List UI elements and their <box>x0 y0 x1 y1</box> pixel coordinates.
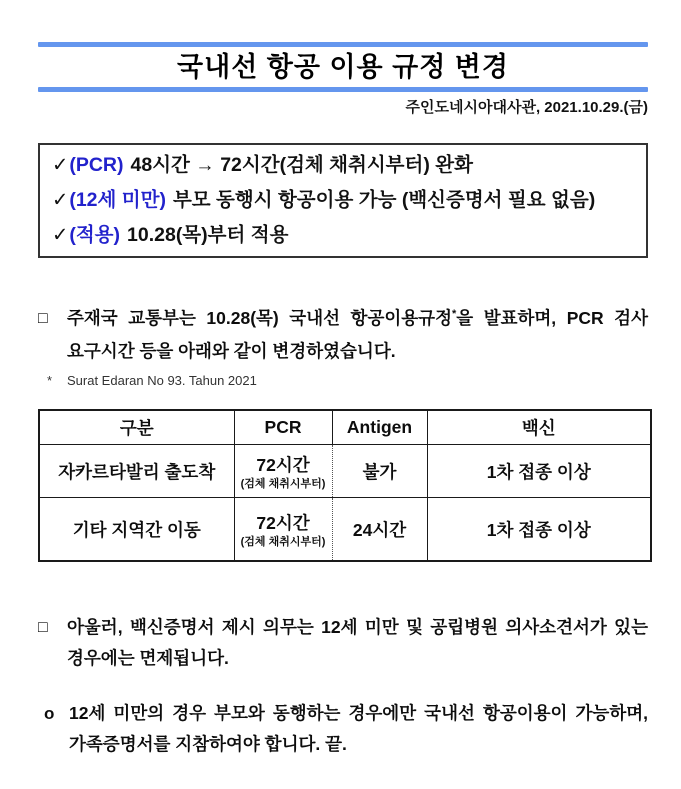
pcr-note: (검체 채취시부터) <box>240 477 326 490</box>
column-header-category: 구분 <box>39 410 234 445</box>
pcr-note: (검체 채취시부터) <box>240 535 326 548</box>
cell-category: 자카르타발리 출도착 <box>39 445 234 498</box>
cell-antigen: 불가 <box>332 445 427 498</box>
footnote-reference: * <box>451 308 457 321</box>
byline: 주인도네시아대사관, 2021.10.29.(금) <box>405 99 648 116</box>
summary-item-pcr <box>52 148 634 183</box>
cell-vaccine: 1차 접종 이상 <box>427 498 651 562</box>
summary-text: 48시간 → 72시간(검체 채취시부터) 완화 <box>130 154 473 176</box>
check-icon: ✓ <box>52 154 69 176</box>
footnote <box>47 373 648 389</box>
pcr-hours: 72시간 <box>256 454 310 475</box>
paragraph-exemption <box>38 612 648 674</box>
footnote-text: Surat Edaran No 93. Tahun 2021 <box>67 373 257 388</box>
summary-keyword: (적용) <box>69 224 121 246</box>
column-header-pcr: PCR <box>234 410 332 445</box>
cell-pcr <box>234 498 332 562</box>
paragraph-under-12-rule <box>38 698 648 760</box>
summary-item-under-12 <box>52 183 634 218</box>
paragraph-segment: 주재국 교통부는 10.28(목) 국내선 항공이용규정 <box>67 308 452 328</box>
title-divider-bar <box>38 87 648 92</box>
summary-box <box>38 143 648 258</box>
cell-category: 기타 지역간 이동 <box>39 498 234 562</box>
summary-keyword: (PCR) <box>69 154 124 176</box>
paragraph-text: 아울러, 백신증명서 제시 의무는 12세 미만 및 공립병원 의사소견서가 있는 경우에는 면제됩니다. <box>67 617 648 668</box>
summary-keyword: (12세 미만) <box>69 189 166 211</box>
check-icon: ✓ <box>52 224 69 246</box>
page-title: 국내선 항공 이용 규정 변경 <box>177 52 509 82</box>
pcr-hours: 72시간 <box>256 512 310 533</box>
summary-text: 10.28(목)부터 적용 <box>127 224 289 246</box>
cell-pcr <box>234 445 332 498</box>
square-bullet-icon: □ <box>38 310 48 327</box>
check-icon: ✓ <box>52 189 69 211</box>
circle-bullet-icon: o <box>44 704 55 723</box>
paragraph-segment: 을 발표하며, PCR 검사 요구시간 등을 아래와 같이 변경하였습니다. <box>67 308 648 361</box>
cell-antigen: 24시간 <box>332 498 427 562</box>
square-bullet-icon: □ <box>38 619 48 636</box>
column-header-vaccine: 백신 <box>427 410 651 445</box>
paragraph-announcement <box>38 302 648 368</box>
table-header-row <box>39 410 651 445</box>
regulation-table <box>38 409 652 562</box>
table-row <box>39 445 651 498</box>
summary-item-apply-date <box>52 218 634 253</box>
table-row <box>39 498 651 562</box>
paragraph-text: 12세 미만의 경우 부모와 동행하는 경우에만 국내선 항공이용이 가능하며, 가족증명서를 지참하여야 합니다. 끝. <box>69 703 648 754</box>
footnote-marker: * <box>47 373 53 388</box>
top-divider-bar <box>38 42 648 47</box>
column-header-antigen: Antigen <box>332 410 427 445</box>
paragraph-text <box>67 302 648 368</box>
summary-text: 부모 동행시 항공이용 가능 (백신증명서 필요 없음) <box>172 189 596 211</box>
cell-vaccine: 1차 접종 이상 <box>427 445 651 498</box>
